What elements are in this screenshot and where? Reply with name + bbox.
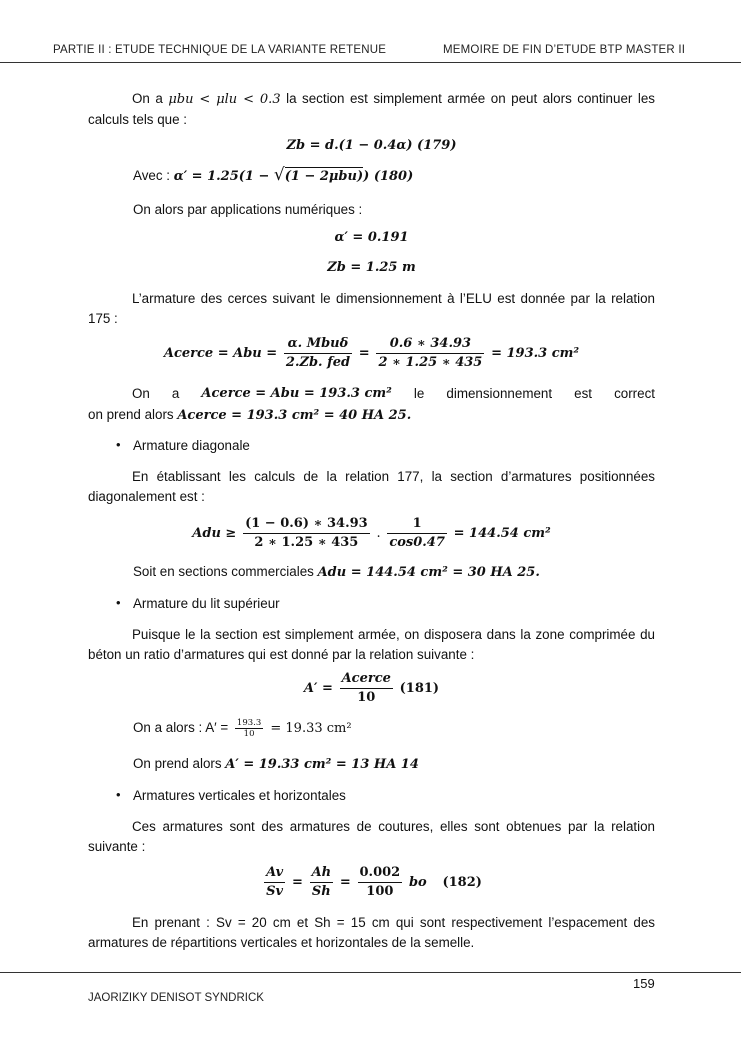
bullet-dot: • xyxy=(116,437,121,452)
paragraph-verification-line2: on prend alors Acerce = 193.3 cm² = 40 HA 25. xyxy=(88,407,412,423)
header-rule xyxy=(0,62,741,63)
bullet-lit-superieur: Armature du lit supérieur xyxy=(133,596,280,611)
paragraph-prenant: En prenant : Sv = 20 cm et Sh = 15 cm qui sont respectivement l’espacement des armatures de répartitions verticales et horizontales de la semelle. xyxy=(88,915,655,950)
footer-author: JAORIZIKY DENISOT SYNDRICK xyxy=(88,992,264,1004)
bullet-armature-diagonale: Armature diagonale xyxy=(133,438,250,453)
header-left: PARTIE II : ETUDE TECHNIQUE DE LA VARIANTE RETENUE xyxy=(53,44,387,56)
paragraph-coutures: Ces armatures sont des armatures de coutures, elles sont obtenues par la relation suivante : xyxy=(88,819,655,854)
equation-181: A′ = $\frac{\text{Acerce}}{10}$ (181) xyxy=(303,671,440,705)
paragraph-on-a-alors: On a alors : A′ = $\frac{193.3}{10}$ = 19.33 cm² xyxy=(133,718,352,739)
paragraph-applications: On alors par applications numériques : xyxy=(133,202,363,217)
paragraph-diagonale: En établissant les calculs de la relation 177, la section d’armatures positionnées diagonalement est : xyxy=(88,469,655,504)
equation-179: Zb = d.(1 − 0.4α) (179) xyxy=(286,138,457,153)
paragraph-on-prend: On prend alors A′ = 19.33 cm² = 13 HA 14 xyxy=(133,756,419,772)
equation-180: Avec : α′ = 1.25(1 − √(1 − 2μbu)) (180) xyxy=(133,165,414,185)
header-right: MEMOIRE DE FIN D’ETUDE BTP MASTER II xyxy=(443,44,686,56)
paragraph-verification: On a Acerce = Abu = 193.3 cm² le dimensionnement est correct xyxy=(132,386,655,401)
paragraph-intro: On a μbu < μlu < 0.3 la section est simplement armée on peut alors continuer les calculs tels que : xyxy=(88,91,655,127)
footer-rule xyxy=(0,972,741,973)
bullet-dot: • xyxy=(116,787,121,802)
equation-adu: Adu ≥ $\frac{(1 - 0.6) ∗ 34.93}{2 ∗ 1.25 ∗ 435}$ . $\frac{1}{\cos 0.47}$ = 144.54 cm² xyxy=(192,516,551,550)
result-alpha: α′ = 0.191 xyxy=(334,230,409,245)
bullet-dot: • xyxy=(116,595,121,610)
paragraph-armature-cerces: L’armature des cerces suivant le dimensionnement à l’ELU est donnée par la relation 175 : xyxy=(88,291,655,326)
result-zb: Zb = 1.25 m xyxy=(327,260,416,275)
paragraph-soit: Soit en sections commerciales Adu = 144.54 cm² = 30 HA 25. xyxy=(133,564,540,580)
page-number: 159 xyxy=(633,976,655,991)
bullet-verticales-horizontales: Armatures verticales et horizontales xyxy=(133,788,346,803)
equation-acerce: Acerce = Abu = $\frac{\text{α. Mbuδ}}{\text{2.Zb. fed}}$ = $\frac{0.6 ∗ 34.93}{2 ∗ 1.25 ∗ 435}$ = 193.3 cm² xyxy=(163,336,580,370)
equation-182: $\frac{Av}{Sv}$ = $\frac{Ah}{Sh}$ = $\frac{0.002}{100}$ bo (182) xyxy=(266,865,482,899)
paragraph-lit-superieur: Puisque le la section est simplement armée, on disposera dans la zone comprimée du béton un ratio d’armatures qui est donné par la relation suivante : xyxy=(88,627,655,662)
